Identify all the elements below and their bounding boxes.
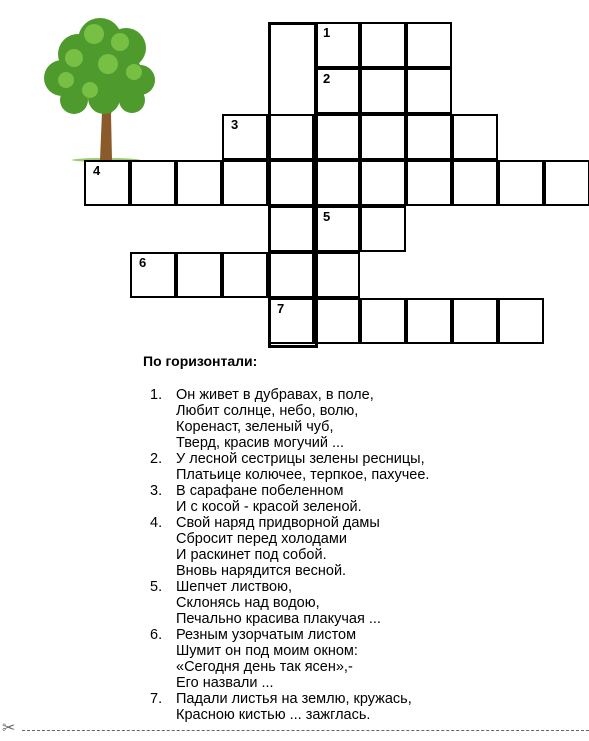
- clue-item: [150, 387, 429, 451]
- crossword-cell[interactable]: [314, 22, 360, 68]
- crossword-cell[interactable]: [360, 68, 406, 114]
- clue-line: Резным узорчатым листом: [176, 627, 357, 643]
- crossword-cell[interactable]: [452, 298, 498, 344]
- clue-line: Платьице колючее, терпкое, пахучее.: [176, 467, 430, 483]
- clue-number: 5: [323, 209, 331, 224]
- clue-line: У лесной сестрицы зелены ресницы,: [176, 451, 425, 467]
- crossword-cell[interactable]: [452, 160, 498, 206]
- clue-number: 3: [231, 117, 239, 132]
- clue-line: И раскинет под собой.: [176, 547, 327, 563]
- clue-line: Падали листья на землю, кружась,: [176, 691, 412, 707]
- clue-item: [150, 579, 429, 627]
- clue-item-number: 3.: [150, 483, 163, 499]
- crossword-cell[interactable]: [314, 252, 360, 298]
- clue-line: Его назвали ...: [176, 675, 274, 691]
- crossword-cell[interactable]: [130, 160, 176, 206]
- crossword-cell[interactable]: [360, 160, 406, 206]
- clue-item: [150, 515, 429, 579]
- crossword-cell[interactable]: [268, 160, 314, 206]
- crossword-cell[interactable]: [544, 160, 589, 206]
- crossword-cell[interactable]: [268, 206, 314, 252]
- crossword-cell[interactable]: [268, 114, 314, 160]
- clue-item: [150, 483, 429, 515]
- clue-line: Склонясь над водою,: [176, 595, 320, 611]
- clue-line: Коренаст, зеленый чуб,: [176, 419, 334, 435]
- clue-line: Тверд, красив могучий ...: [176, 435, 345, 451]
- clue-item: [150, 451, 429, 483]
- crossword-cell[interactable]: [314, 160, 360, 206]
- crossword-cell[interactable]: [498, 160, 544, 206]
- clue-line: Вновь нарядится весной.: [176, 563, 347, 579]
- clue-item-number: 2.: [150, 451, 163, 467]
- clue-number: 2: [323, 71, 331, 86]
- clue-line: Он живет в дубравах, в поле,: [176, 387, 374, 403]
- crossword-cell[interactable]: [406, 160, 452, 206]
- crossword-cell[interactable]: [314, 68, 360, 114]
- clue-item-number: 7.: [150, 691, 163, 707]
- clue-line: Любит солнце, небо, волю,: [176, 403, 359, 419]
- clues-heading: По горизонтали:: [143, 353, 258, 369]
- clue-line: Шумит он под моим окном:: [176, 643, 358, 659]
- crossword-cell[interactable]: [222, 252, 268, 298]
- crossword-cell[interactable]: [176, 160, 222, 206]
- clue-line: И с косой - красой зеленой.: [176, 499, 362, 515]
- crossword-cell[interactable]: [360, 206, 406, 252]
- clue-line: «Сегодня день так ясен»,-: [176, 659, 353, 675]
- cut-line: [22, 730, 589, 731]
- scissors-icon: ✂: [2, 720, 16, 737]
- crossword-cell[interactable]: [406, 298, 452, 344]
- crossword-cell[interactable]: [268, 298, 314, 344]
- crossword-cell[interactable]: [360, 22, 406, 68]
- clue-line: Свой наряд придворной дамы: [176, 515, 380, 531]
- crossword-cell[interactable]: [222, 114, 268, 160]
- crossword-cell[interactable]: [498, 298, 544, 344]
- crossword-cell[interactable]: [406, 114, 452, 160]
- crossword-cell[interactable]: [406, 68, 452, 114]
- clue-number: 6: [139, 255, 147, 270]
- clue-item-number: 5.: [150, 579, 163, 595]
- crossword-cell[interactable]: [314, 206, 360, 252]
- crossword-cell[interactable]: [84, 160, 130, 206]
- crossword-cell[interactable]: [130, 252, 176, 298]
- clue-number: 1: [323, 25, 331, 40]
- clue-line: Красною кистью ... зажглась.: [176, 707, 371, 723]
- clue-line: Шепчет листвою,: [176, 579, 292, 595]
- crossword-cell[interactable]: [176, 252, 222, 298]
- clue-item: [150, 691, 429, 723]
- crossword-cell[interactable]: [268, 252, 314, 298]
- clue-item-number: 6.: [150, 627, 163, 643]
- clue-line: В сарафане побеленном: [176, 483, 344, 499]
- crossword-cell[interactable]: [314, 298, 360, 344]
- clue-line: Сбросит перед холодами: [176, 531, 347, 547]
- clue-item: [150, 627, 429, 691]
- crossword-cell[interactable]: [360, 298, 406, 344]
- crossword-cell[interactable]: [360, 114, 406, 160]
- clue-line: Печально красива плакучая ...: [176, 611, 381, 627]
- crossword-cell[interactable]: [452, 114, 498, 160]
- clue-number: 7: [277, 301, 285, 316]
- clue-item-number: 1.: [150, 387, 163, 403]
- crossword-cell[interactable]: [222, 160, 268, 206]
- crossword-cell[interactable]: [406, 22, 452, 68]
- clue-item-number: 4.: [150, 515, 163, 531]
- clues-list: [150, 387, 429, 723]
- crossword-cell[interactable]: [314, 114, 360, 160]
- clue-number: 4: [93, 163, 101, 178]
- tree-illustration: [38, 14, 158, 162]
